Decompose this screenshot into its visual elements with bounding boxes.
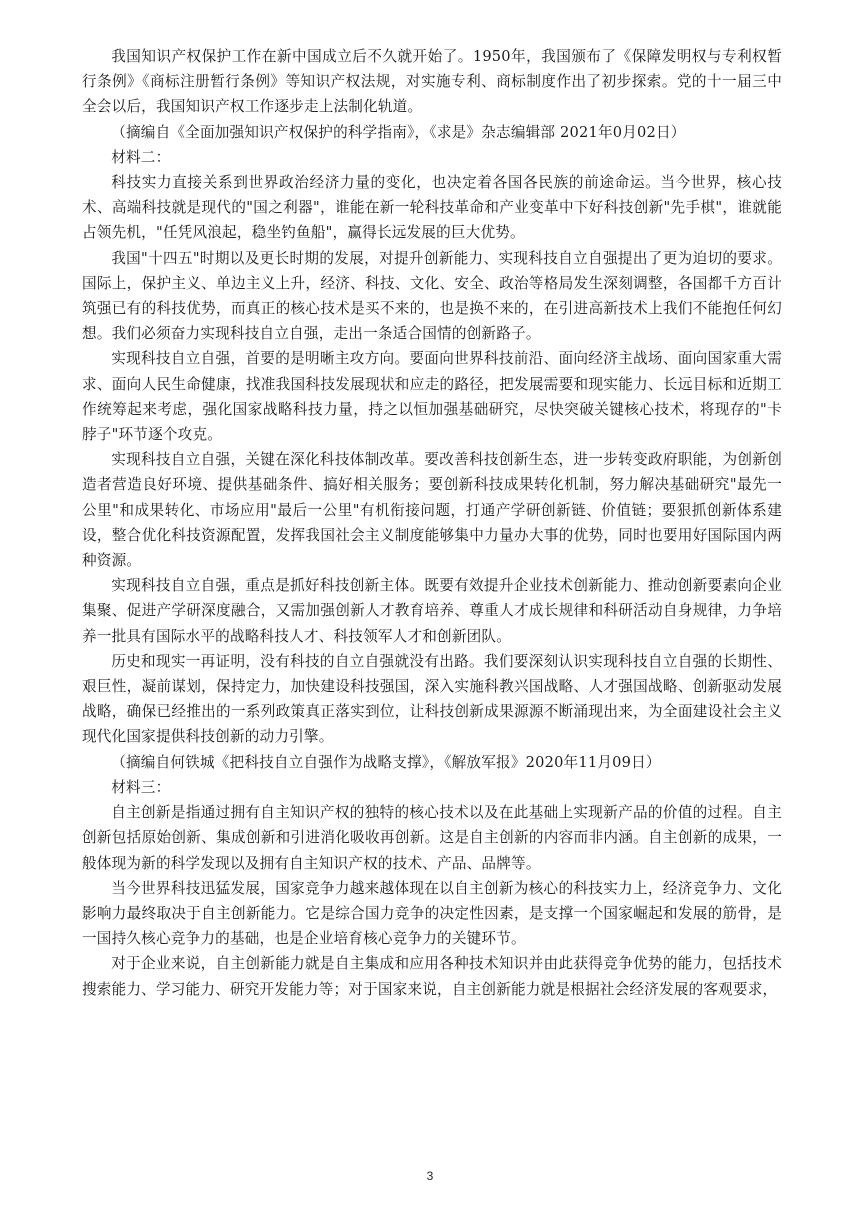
section-label: 材料三：: [111, 778, 171, 796]
paragraph: 我国"十四五"时期以及更长时期的发展，对提升创新能力、实现科技自立自强提出了更为迫切的要求。国际上，保护主义、单边主义上升，经济、科技、文化、安全、政治等格局发生深刻调整，各国都千方百计筑强已有的科技优势，而真正的核心技术是买不来的，也是换不来的，在引进高新技术上我们不能抱任何幻想。我们必须奋力实现科技自立自强，走出一条适合国情的创新路子。: [82, 249, 782, 343]
paragraph: 历史和现实一再证明，没有科技的自立自强就没有出路。我们要深刻认识实现科技自立自强的长期性、艰巨性，凝前谋划，保持定力，加快建设科技强国，深入实施科教兴国战略、人才强国战略、创新驱动发展战略，确保已经推出的一系列政策真正落实到位，让科技创新成果源源不断涌现出来，为全面建设社会主义现代化国家提供科技创新的动力引擎。: [82, 652, 782, 746]
paragraph: 我国知识产权保护工作在新中国成立后不久就开始了。1950年，我国颁布了《保障发明权与专利权暂行条例》《商标注册暂行条例》等知识产权法规，对实施专利、商标制度作出了初步探索。党的十一届三中全会以后，我国知识产权工作逐步走上法制化轨道。: [82, 48, 782, 116]
source-citation: （摘编自何铁城《把科技自立自强作为战略支撑》，《解放军报》2020年11月09日）: [111, 753, 661, 771]
document-body: [82, 44, 782, 1002]
paragraph: 实现科技自立自强，重点是抓好科技创新主体。既要有效提升企业技术创新能力、推动创新要素向企业集聚、促进产学研深度融合，又需加强创新人才教育培养、尊重人才成长规律和科研活动自身规律，力争培养一批具有国际水平的战略科技人才、科技领军人才和创新团队。: [82, 577, 782, 645]
paragraph: 当今世界科技迅猛发展，国家竞争力越来越体现在以自主创新为核心的科技实力上，经济竞争力、文化影响力最终取决于自主创新能力。它是综合国力竞争的决定性因素，是支撑一个国家崛起和发展的筋骨，是一国持久核心竞争力的基础，也是企业培育核心竞争力的关键环节。: [82, 879, 782, 948]
paragraph: 科技实力直接关系到世界政治经济力量的变化，也决定着各国各民族的前途命运。当今世界，核心技术、高端科技就是现代的"国之利器"，谁能在新一轮科技革命和产业变革中下好科技创新"先手棋"，谁就能占领先机，"任凭风浪起，稳坐钓鱼船"，赢得长远发展的巨大优势。: [82, 174, 782, 242]
paragraph: 对于企业来说，自主创新能力就是自主集成和应用各种技术知识并由此获得竞争优势的能力，包括技术搜索能力、学习能力、研究开发能力等；对于国家来说，自主创新能力就是根据社会经济发展的客观要求，: [82, 955, 782, 998]
paragraph: 实现科技自立自强，首要的是明晰主攻方向。要面向世界科技前沿、面向经济主战场、面向国家重大需求、面向人民生命健康，找准我国科技发展现状和应走的路径，把发展需要和现实能力、长远目标和近期工作统筹起来考虑，强化国家战略科技力量，持之以恒加强基础研究，尽快突破关键核心技术，将现存的"卡脖子"环节逐个攻克。: [82, 350, 782, 444]
section-label: 材料二：: [111, 148, 171, 166]
source-citation: （摘编自《全面加强知识产权保护的科学指南》，《求是》杂志编辑部 2021年0月02日）: [111, 123, 686, 141]
paragraph: 自主创新是指通过拥有自主知识产权的独特的核心技术以及在此基础上实现新产品的价值的过程。自主创新包括原始创新、集成创新和引进消化吸收再创新。这是自主创新的内容而非内涵。自主创新的成果，一般体现为新的科学发现以及拥有自主知识产权的技术、产品、品牌等。: [82, 804, 782, 872]
page-number: 3: [426, 1169, 434, 1183]
paragraph: 实现科技自立自强，关键在深化科技体制改革。要改善科技创新生态，进一步转变政府职能，为创新创造者营造良好环境、提供基础条件、搞好相关服务；要创新科技成果转化机制，努力解决基础研究"最先一公里"和成果转化、市场应用"最后一公里"有机衔接问题，打通产学研创新链、价值链；要狠抓创新体系建设，整合优化科技资源配置，发挥我国社会主义制度能够集中力量办大事的优势，同时也要用好国际国内两种资源。: [82, 451, 782, 570]
